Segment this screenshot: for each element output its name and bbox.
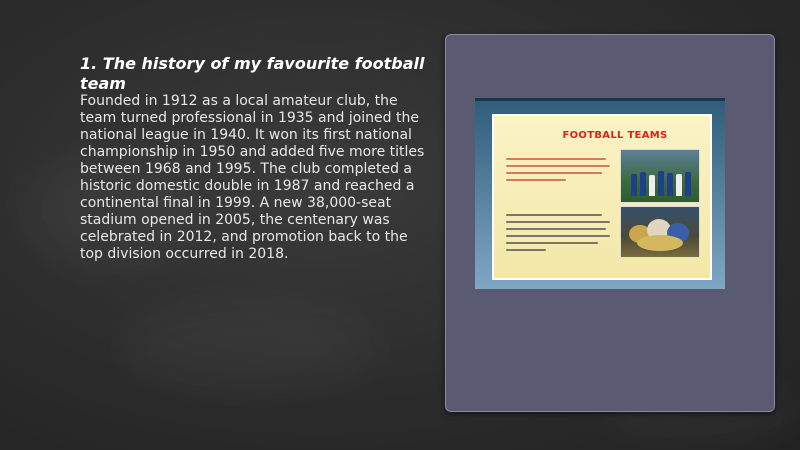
team-photo-2 — [620, 206, 700, 258]
slide-title: 1. The history of my favourite football team — [80, 54, 425, 93]
embedded-slide-image — [475, 98, 725, 289]
team-photo-1 — [620, 149, 700, 203]
embedded-slide-card — [492, 114, 712, 280]
embedded-slide-title: FOOTBALL TEAMS — [562, 130, 668, 141]
slide-body-text: Founded in 1912 as a local amateur club, the team turned professional in 1935 and joined the national league in 1940. It won its first national championship in 1950 and added five more titles between 1968 and 1995. The club completed a historic domestic double in 1987 and reached a continental final in 1999. A new 38,000-seat stadium opened in 2005, the centenary was celebrated in 2012, and promotion back to the top division occurred in 2018. — [80, 93, 425, 262]
